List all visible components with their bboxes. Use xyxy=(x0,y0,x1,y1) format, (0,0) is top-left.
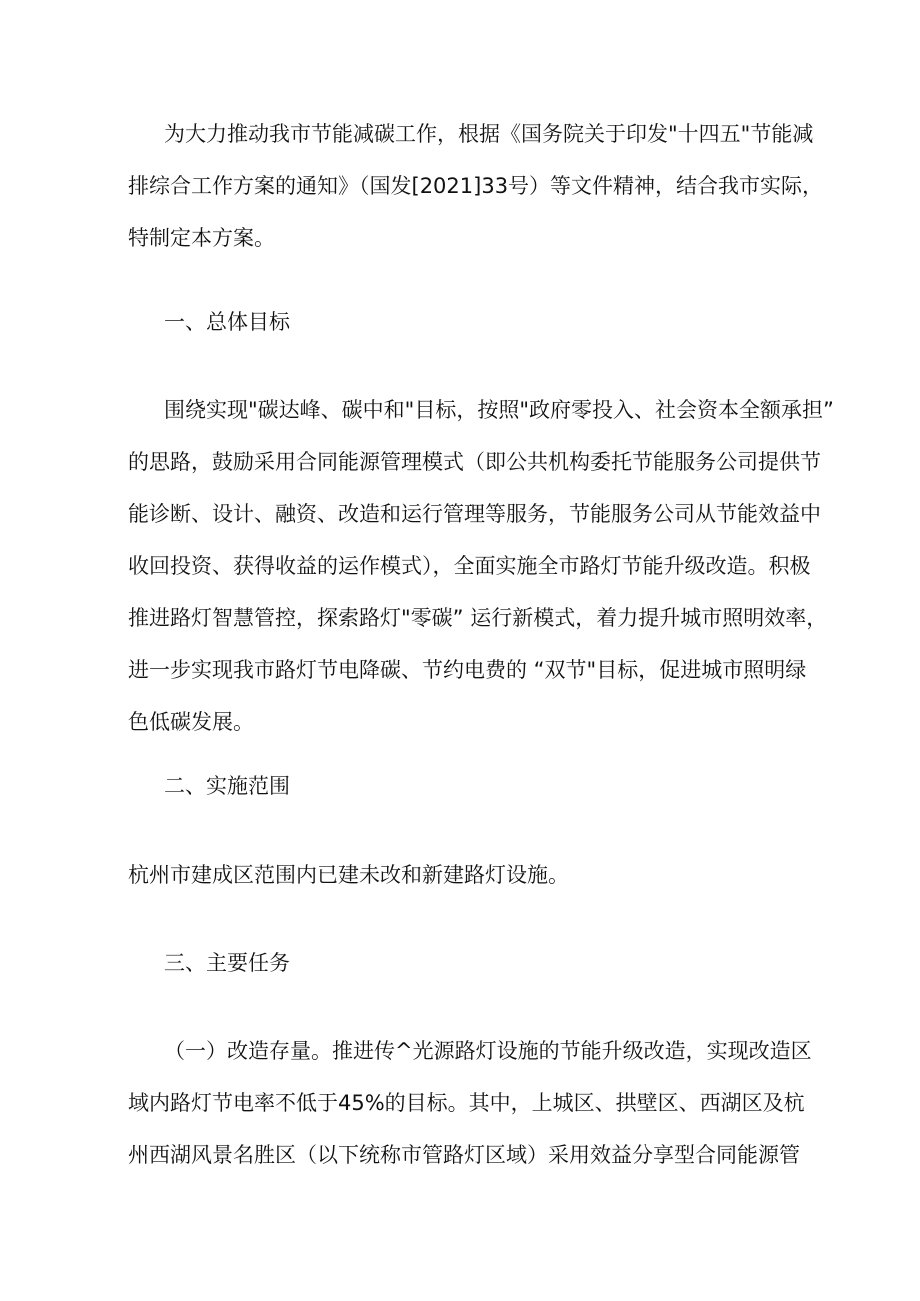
paragraph-line: 排综合工作方案的通知》（国发[2021]33号）等文件精神，结合我市实际， xyxy=(128,174,824,198)
paragraph-line: 杭州市建成区范围内已建未改和新建路灯设施。 xyxy=(128,863,569,887)
section-heading-scope: 二、实施范围 xyxy=(164,774,290,798)
section-paragraph-scope xyxy=(128,849,800,901)
paragraph-line: 进一步实现我市路灯节电降碳、节约电费的 “双节"目标，促进城市照明绿 xyxy=(128,658,807,682)
paragraph-line: （一）改造存量。推进传^光源路灯设施的节能升级改造，实现改造区 xyxy=(164,1039,812,1063)
section-paragraph-main-tasks xyxy=(128,1025,812,1181)
section-paragraph-overall-goal xyxy=(128,384,834,748)
paragraph-line: 推进路灯智慧管控，探索路灯"零碳” 运行新模式，着力提升城市照明效率， xyxy=(128,606,828,630)
paragraph-line: 围绕实现"碳达峰、碳中和"目标，按照"政府零投入、社会资本全额承担” xyxy=(164,398,834,422)
paragraph-line: 收回投资、获得收益的运作模式），全面实施全市路灯节能升级改造。积极 xyxy=(128,554,811,578)
intro-paragraph xyxy=(128,108,824,264)
paragraph-line: 域内路灯节电率不低于45%的目标。其中，上城区、拱壁区、西湖区及杭 xyxy=(128,1091,805,1115)
paragraph-line: 色低碳发展。 xyxy=(128,710,254,734)
paragraph-line: 能诊断、设计、融资、改造和运行管理等服务，节能服务公司从节能效益中 xyxy=(128,502,821,526)
paragraph-line: 的思路，鼓励采用合同能源管理模式（即公共机构委托节能服务公司提供节 xyxy=(128,450,821,474)
section-heading-overall-goal: 一、总体目标 xyxy=(164,310,290,334)
paragraph-line: 为大力推动我市节能减碳工作，根据《国务院关于印发"十四五"节能减 xyxy=(164,122,814,146)
paragraph-line: 特制定本方案。 xyxy=(128,226,275,250)
section-heading-main-tasks: 三、主要任务 xyxy=(164,951,290,975)
paragraph-line: 州西湖风景名胜区（以下统称市管路灯区域）采用效益分享型合同能源管 xyxy=(128,1143,800,1167)
